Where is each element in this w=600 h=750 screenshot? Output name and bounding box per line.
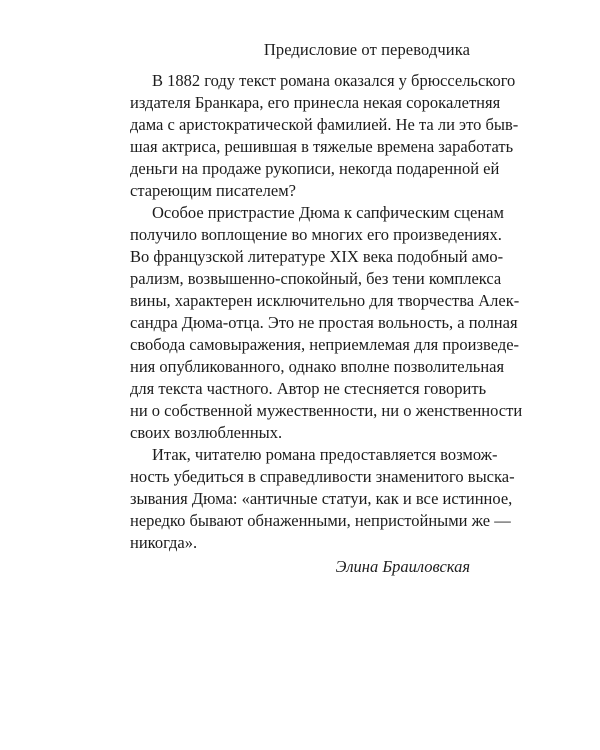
- paragraph-3: [130, 444, 515, 554]
- text-line: сандра Дюма-отца. Это не простая вольность, а полная: [130, 313, 518, 332]
- paragraph-2: [130, 202, 523, 444]
- text-line: получило воплощение во многих его произведениях.: [130, 225, 502, 244]
- text-line: Особое пристрастие Дюма к сапфическим сценам: [152, 203, 504, 222]
- text-line: рализм, возвышенно-спокойный, без тени комплекса: [130, 269, 502, 288]
- text-line: свобода самовыражения, неприемлемая для произведе-: [130, 335, 520, 354]
- text-line: Во французской литературе XIX века подобный амо-: [130, 247, 504, 266]
- author-signature: Элина Браиловская: [335, 557, 470, 576]
- text-line: ность убедиться в справедливости знаменитого выска-: [130, 467, 515, 486]
- text-line: никогда».: [130, 533, 198, 552]
- text-line: вины, характерен исключительно для творчества Алек-: [130, 291, 520, 310]
- text-line: Итак, читателю романа предоставляется возмож-: [152, 445, 498, 464]
- paragraph-1: [130, 70, 519, 202]
- text-line: шая актриса, решившая в тяжелые времена заработать: [130, 137, 514, 156]
- text-line: деньги на продаже рукописи, некогда подаренной ей: [130, 159, 500, 178]
- text-line: стареющим писателем?: [130, 181, 296, 200]
- text-line: дама с аристократической фамилией. Не та ли это быв-: [130, 115, 519, 134]
- text-line: своих возлюбленных.: [130, 423, 283, 442]
- text-line: ни о собственной мужественности, ни о женственности: [130, 401, 523, 420]
- running-head: Предисловие от переводчика: [263, 40, 470, 59]
- text-line: издателя Бранкара, его принесла некая сорокалетняя: [130, 93, 501, 112]
- body-text: [130, 70, 523, 578]
- text-line: В 1882 году текст романа оказался у брюссельского: [152, 71, 516, 90]
- text-line: зывания Дюма: «античные статуи, как и все истинное,: [130, 489, 513, 508]
- text-line: нередко бывают обнаженными, непристойными же —: [130, 511, 511, 530]
- text-line: для текста частного. Автор не стесняется говорить: [130, 379, 487, 398]
- text-line: ния опубликованного, однако вполне позволительная: [130, 357, 505, 376]
